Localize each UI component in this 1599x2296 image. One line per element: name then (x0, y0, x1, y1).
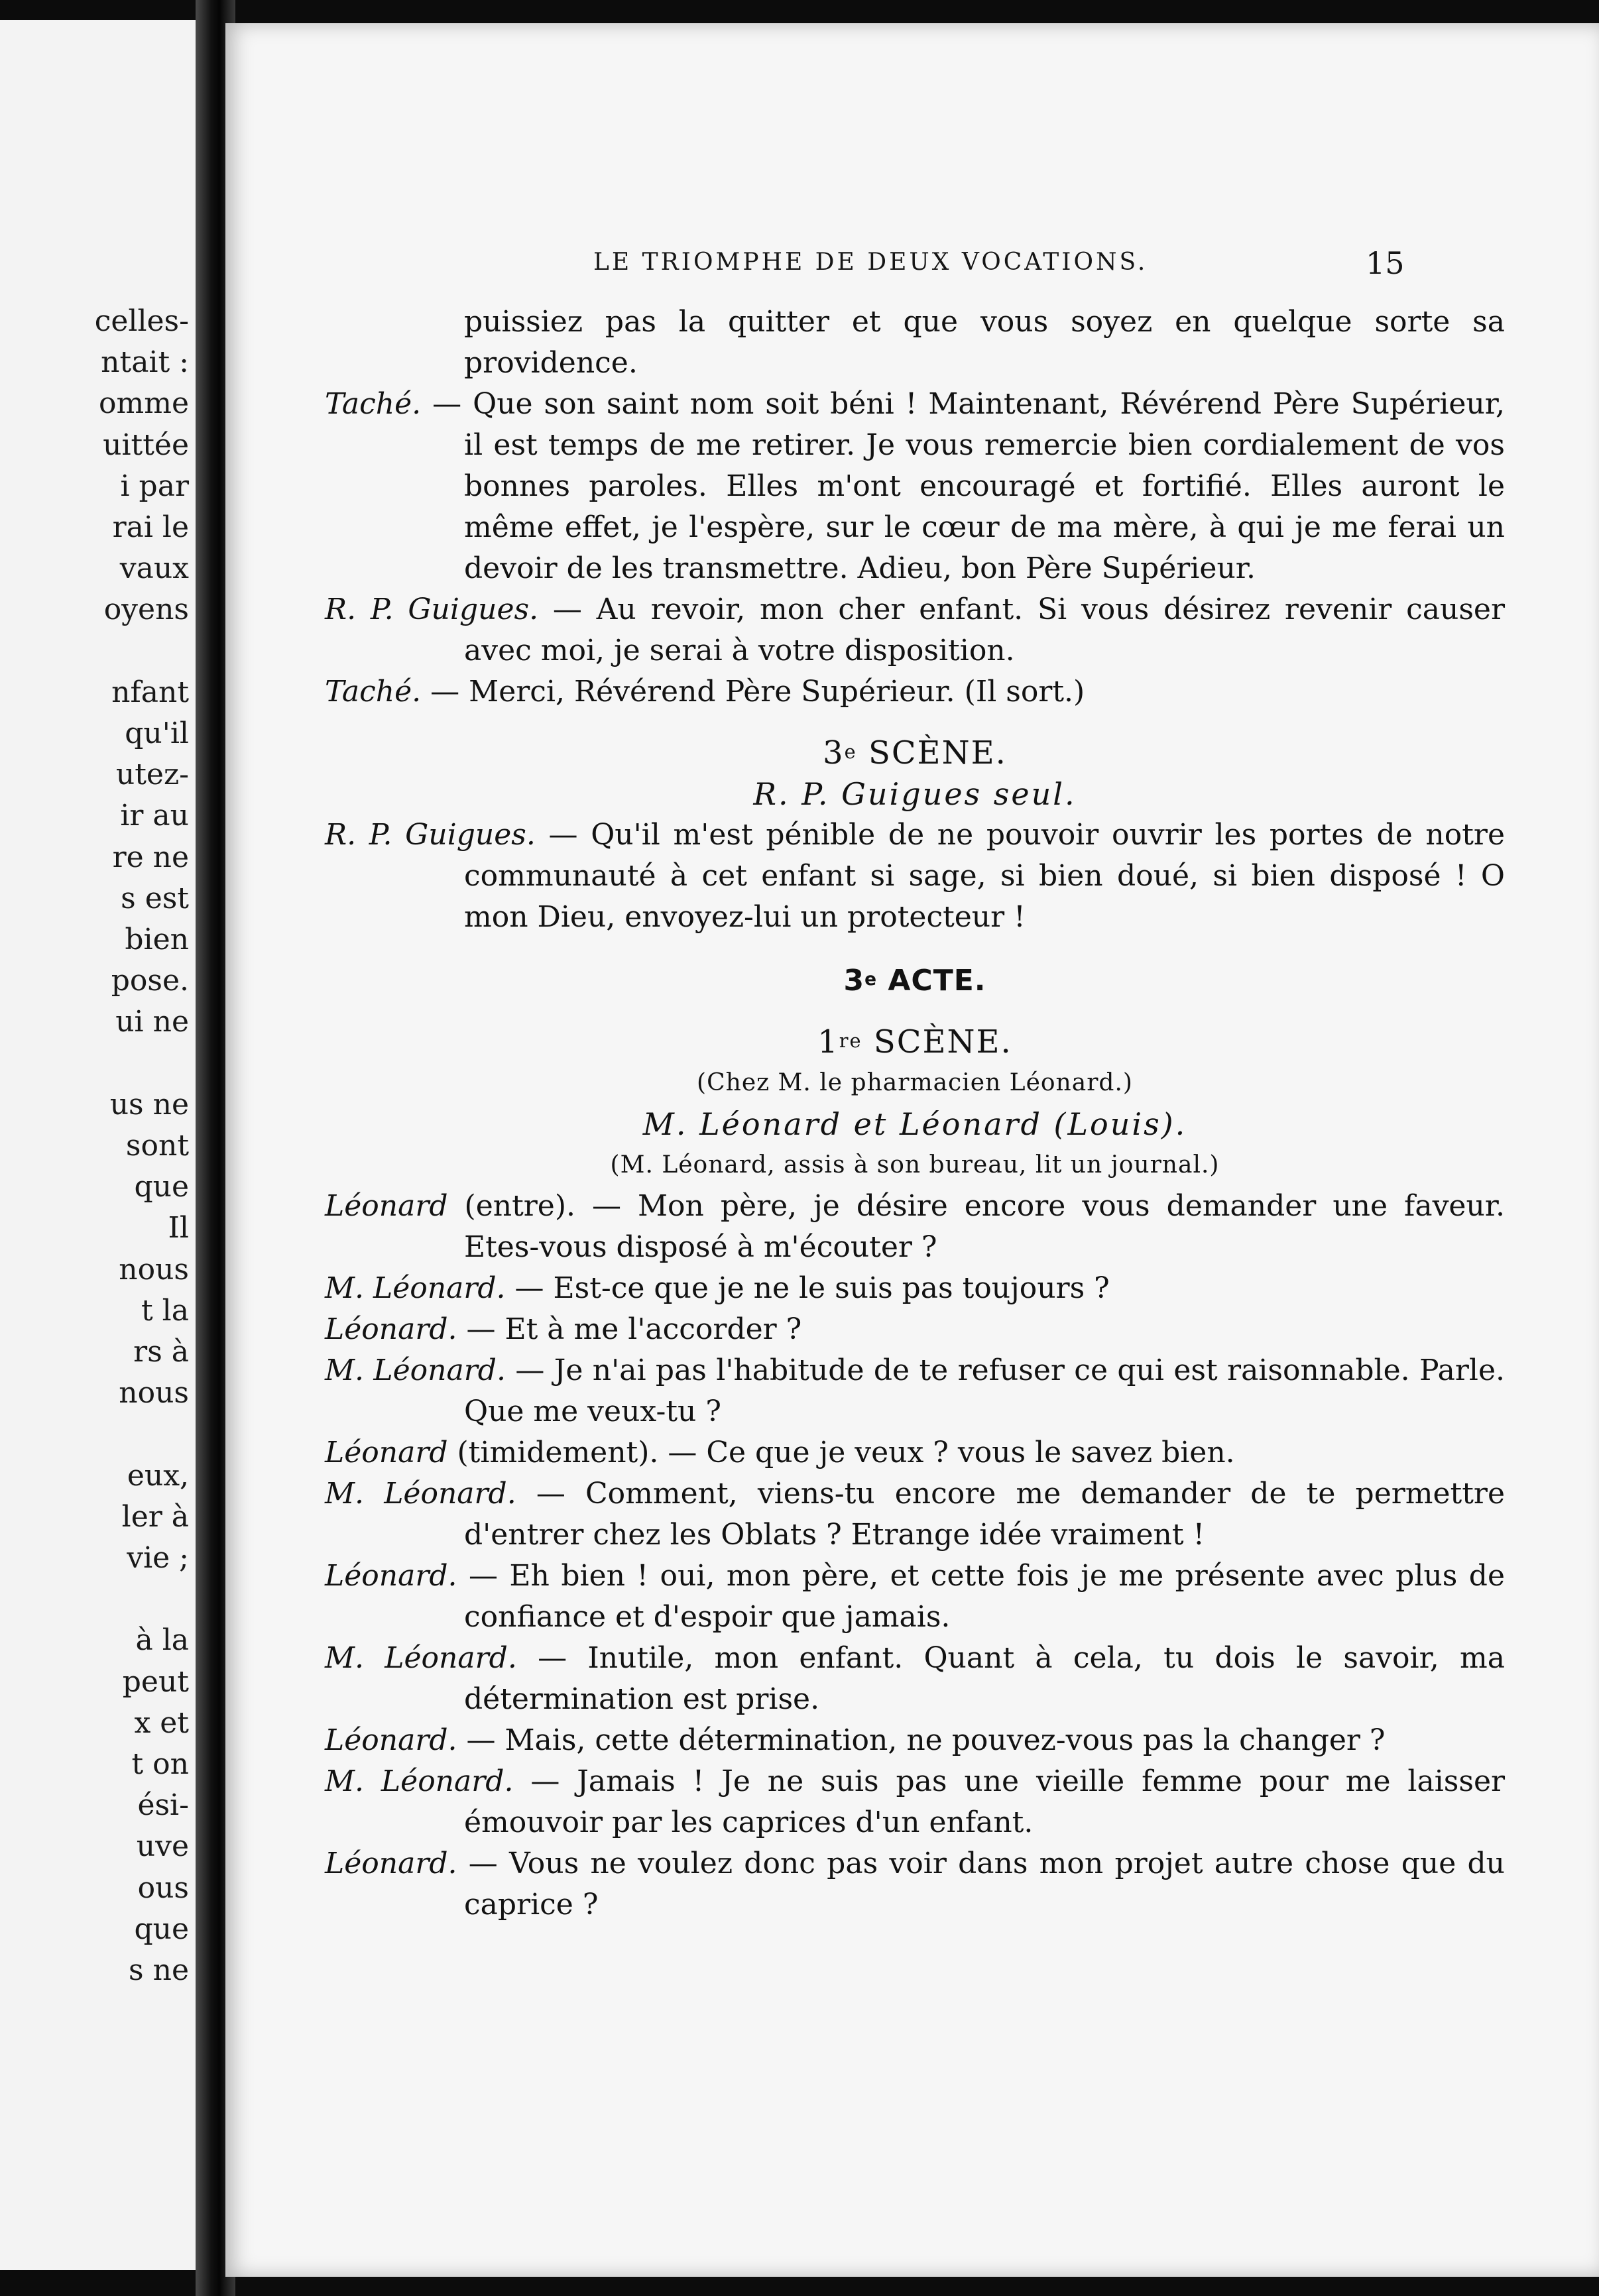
left-page-fragment: ési- (137, 1788, 189, 1823)
dialogue-line (325, 384, 1505, 589)
left-page-fragment: ous (137, 1870, 189, 1905)
left-page-fragment: bien (125, 923, 189, 956)
left-page-fragment: ir au (120, 799, 189, 833)
dialogue-text: — Jamais ! Je ne suis pas une vieille femme pour me laisser émouvoir par les caprices d'un enfant. (464, 1764, 1506, 1839)
speaker-name: Léonard. (325, 1559, 457, 1593)
dialogue-text: — Eh bien ! oui, mon père, et cette fois je me présente avec plus de confiance et d'espoir que jamais. (457, 1559, 1505, 1634)
dialogue-text: — Vous ne voulez donc pas voir dans mon projet autre chose que du caprice ? (457, 1847, 1505, 1922)
page-body-text (325, 302, 1505, 1925)
left-page-fragment: oyens (103, 593, 189, 627)
dialogue-text: (timidement). — Ce que je veux ? vous le savez bien. (447, 1436, 1235, 1469)
left-page-fragment: s ne (129, 1953, 189, 1987)
dialogue-line (325, 1843, 1505, 1925)
dialogue-line (325, 1309, 1505, 1350)
scene-ordinal-suffix: re (839, 1029, 862, 1052)
scene-number: 1 (817, 1023, 839, 1061)
left-page-fragment: vaux (119, 551, 189, 586)
dialogue-text: — Je n'ai pas l'habitude de te refuser ce qui est raisonnable. Parle. Que me veux-tu ? (464, 1353, 1505, 1428)
stage-direction: (Chez M. le pharmacien Léonard.) (697, 1069, 1133, 1096)
scene-number: 3 (823, 734, 845, 772)
dialogue-line (325, 1432, 1505, 1473)
speaker-name: Léonard. (325, 1847, 457, 1880)
dialogue-text: — Comment, viens-tu encore me demander de te permettre d'entrer chez les Oblats ? Etrange idée vraiment ! (464, 1477, 1505, 1552)
dialogue-line (325, 815, 1505, 938)
dialogue-line (325, 1268, 1505, 1309)
left-page-fragment: qu'il (125, 717, 189, 750)
speaker-name: Léonard (325, 1436, 448, 1469)
left-page-fragment: utez- (115, 758, 189, 792)
speaker-name: Taché. (325, 675, 422, 709)
dialogue-text: — Inutile, mon enfant. Quant à cela, tu dois le savoir, ma détermination est prise. (464, 1641, 1506, 1716)
act-label: ACTE. (877, 964, 986, 998)
left-page-fragment: ler à (121, 1499, 189, 1534)
scene-label: SCÈNE. (857, 734, 1007, 772)
page-number: 15 (1366, 245, 1405, 281)
dialogue-text: — Qu'il m'est pénible de ne pouvoir ouvrir les portes de notre communauté à cet enfant si sage, si bien doué, si bien disposé ! O mon Dieu, envoyez-lui un protecteur ! (464, 818, 1505, 934)
left-page-fragment: que (134, 1912, 189, 1946)
left-page-fragment: t la (141, 1293, 189, 1328)
speaker-name: Léonard. (325, 1312, 457, 1346)
left-page-fragment: s est (121, 881, 189, 915)
scene-characters: M. Léonard et Léonard (Louis). (642, 1106, 1187, 1142)
dialogue-line (325, 671, 1505, 713)
dialogue-text: — Et à me l'accorder ? (457, 1312, 802, 1346)
left-page-fragment: vie ; (127, 1541, 189, 1575)
speaker-name: M. Léonard. (325, 1353, 506, 1387)
left-page-fragment: uve (136, 1829, 189, 1864)
speaker-name: M. Léonard. (325, 1477, 516, 1511)
dialogue-text: — Mais, cette détermination, ne pouvez-vous pas la changer ? (457, 1723, 1386, 1757)
left-page-fragment: nous (119, 1252, 189, 1287)
left-page-fragment: nous (119, 1376, 189, 1410)
dialogue-line (325, 1350, 1505, 1432)
left-page-fragment: Il (168, 1211, 189, 1245)
left-page-fragment: us ne (109, 1087, 189, 1121)
left-page-fragment: omme (99, 386, 189, 421)
dialogue-line (325, 1720, 1505, 1761)
left-page-fragment: re ne (112, 840, 189, 874)
speaker-name: Léonard. (325, 1723, 457, 1757)
speaker-name: Taché. (325, 387, 422, 421)
dialogue-text: — Merci, Révérend Père Supérieur. (Il sort.) (421, 675, 1085, 709)
left-page-fragment: ntait : (101, 345, 189, 380)
scene-heading (325, 732, 1505, 774)
main-page (225, 23, 1599, 2277)
act-heading (325, 960, 1505, 1002)
continued-paragraph: puissiez pas la quitter et que vous soyez en quelque sorte sa providence. (464, 305, 1505, 380)
dialogue-line (325, 1186, 1505, 1268)
speaker-name: M. Léonard. (325, 1641, 517, 1675)
left-page-fragment: rai le (112, 510, 189, 544)
left-page-fragment: i par (120, 469, 189, 503)
dialogue-line (325, 1761, 1505, 1843)
act-ordinal-suffix: e (864, 969, 878, 990)
left-page-fragment: ui ne (115, 1005, 189, 1039)
dialogue-text: (entre). — Mon père, je désire encore vous demander une faveur. Etes-vous disposé à m'écouter ? (447, 1189, 1505, 1264)
speaker-name: R. P. Guigues. (325, 818, 536, 852)
speaker-name: R. P. Guigues. (325, 593, 539, 626)
dialogue-line (325, 589, 1505, 671)
left-page-fragment: que (134, 1170, 189, 1204)
scene-characters: R. P. Guigues seul. (753, 776, 1077, 812)
dialogue-line (325, 1638, 1505, 1720)
scene-label: SCÈNE. (862, 1023, 1012, 1061)
scene-heading (325, 1021, 1505, 1062)
speaker-name: M. Léonard. (325, 1271, 506, 1305)
left-page-fragment: uittée (103, 428, 189, 462)
left-facing-page (0, 20, 196, 2270)
left-page-fragment: à la (135, 1623, 189, 1658)
left-page-fragment: t on (131, 1747, 189, 1781)
stage-direction: (M. Léonard, assis à son bureau, lit un journal.) (610, 1151, 1220, 1178)
left-page-fragment: eux, (127, 1458, 189, 1493)
left-page-fragment: pose. (111, 964, 189, 998)
scene-ordinal-suffix: e (844, 740, 857, 763)
speaker-name: Léonard (325, 1189, 448, 1223)
left-page-fragment: nfant (111, 675, 189, 709)
dialogue-text: — Au revoir, mon cher enfant. Si vous désirez revenir causer avec moi, je serai à votre disposition. (464, 593, 1506, 667)
left-page-fragment: rs à (133, 1335, 189, 1369)
left-page-fragment: sont (125, 1129, 189, 1163)
left-page-fragment: peut (122, 1664, 189, 1699)
left-page-fragment: x et (134, 1705, 189, 1740)
act-number: 3 (843, 964, 865, 998)
dialogue-text: — Que son saint nom soit béni ! Maintenant, Révérend Père Supérieur, il est temps de me retirer. Je vous remercie bien cordialement de vos bonnes paroles. Elles m'ont encouragé et fortifié. Elles auront le même effet, je l'espère, sur le cœur de ma mère, à qui je me ferai un devoir de les transmettre. Adieu, bon Père Supérieur. (421, 387, 1505, 585)
dialogue-line (325, 1473, 1505, 1556)
dialogue-text: — Est-ce que je ne le suis pas toujours ? (505, 1271, 1110, 1305)
running-title: LE TRIOMPHE DE DEUX VOCATIONS. (593, 249, 1148, 276)
left-page-fragment: celles- (94, 304, 189, 338)
speaker-name: M. Léonard. (325, 1764, 514, 1798)
dialogue-line (325, 1556, 1505, 1638)
